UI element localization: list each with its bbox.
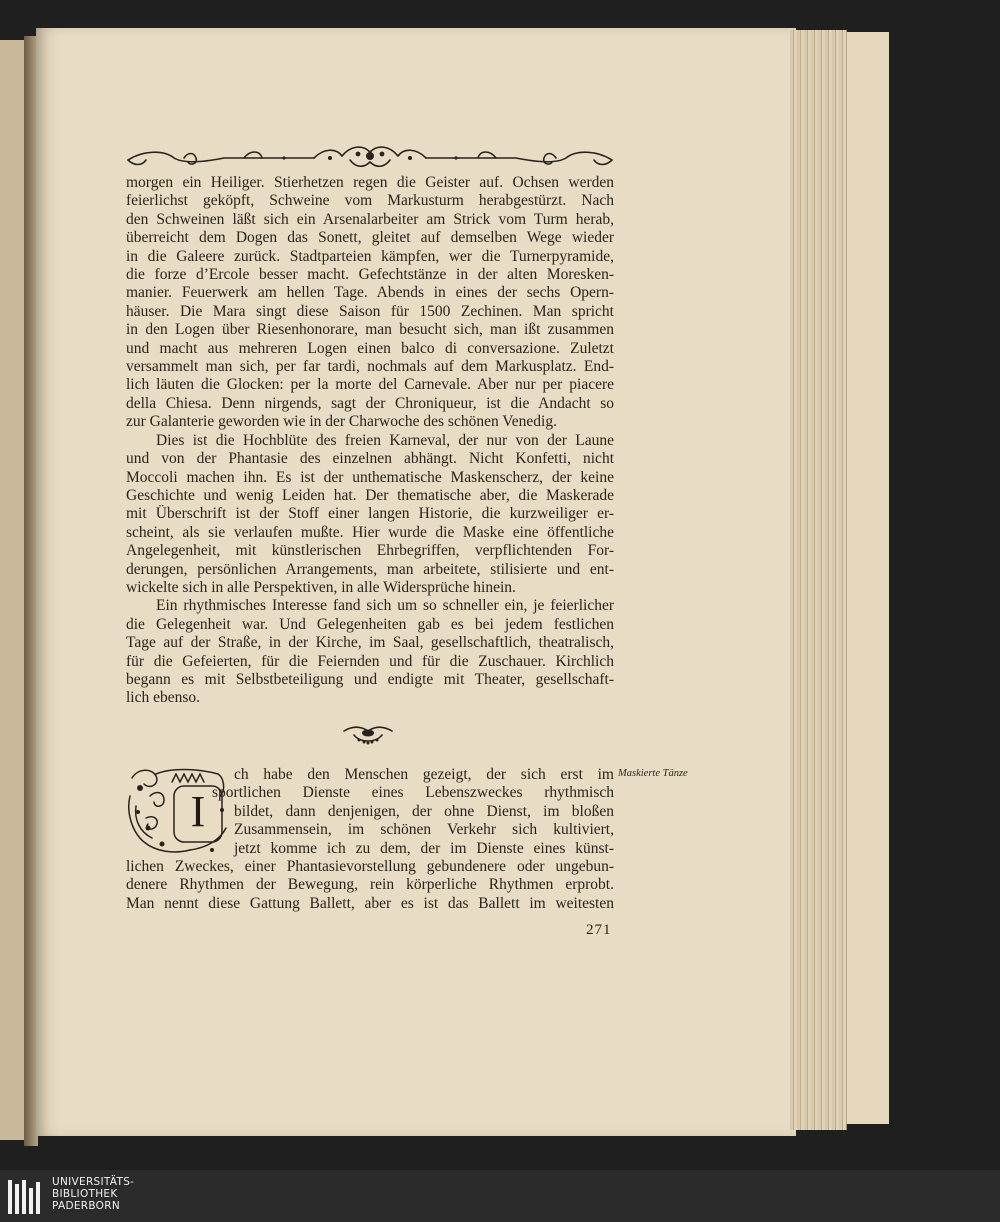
page-edges [790, 30, 847, 1130]
text-line: lichen Zweckes, einer Phantasievorstellung gebundenere oder ungebun- [126, 858, 614, 875]
headpiece-ornament [124, 142, 616, 172]
text-line: Ein rhythmisches Interesse fand sich um so schneller ein, je feierlicher [156, 597, 614, 615]
text-line: Angelegenheit, mit künstlerischen Ehrbegriffen, verpflichtenden For- [126, 542, 614, 560]
text-line: denere Rhythmen der Bewegung, rein körperliche Rhythmen erprobt. [126, 876, 614, 894]
text-line: die forze d’Ercole besser macht. Gefechtstänze in der alten Moresken- [126, 266, 614, 284]
text-line: wickelte sich in alle Perspektiven, in alle Widersprüche hinein. [126, 578, 516, 596]
text-line: Tage auf der Straße, in der Kirche, im Saal, gesellschaftlich, theatralisch, [126, 634, 614, 652]
text-line: in die Galeere zurück. Stadtparteien kämpfen, wer die Turnerpyramide, [126, 247, 614, 265]
text-line: della Chiesa. Denn nirgends, sagt der Chroniqueur, ist die Andacht so [126, 394, 614, 412]
text-line: scheint, als sie verlaufen mußte. Hier wurde die Maske eine öffentliche [126, 523, 614, 541]
logo-line: UNIVERSITÄTS- [52, 1176, 135, 1188]
text-line: jetzt komme ich zu dem, der im Dienste eines künst- [234, 839, 614, 857]
text-line: morgen ein Heiliger. Stierhetzen regen die Geister auf. Ochsen werden [126, 174, 614, 191]
text-line: für die Gefeierten, für die Feiernden und für die Zuschauer. Kirchlich [126, 652, 614, 670]
text-line: Man nennt diese Gattung Ballett, aber es ist das Ballett im weitesten [126, 894, 614, 912]
text-line: mit Überschrift ist der Stoff einer langen Historie, die kurzweiliger er- [126, 505, 614, 523]
marginal-note: Maskierte Tänze [618, 768, 688, 779]
library-logo-text [52, 1176, 134, 1212]
text-line: versammelt man sich, per far tardi, nochmals auf dem Markusplatz. End- [126, 358, 614, 376]
logo-line: BIBLIOTHEK [52, 1188, 118, 1200]
text-line: ch habe den Menschen gezeigt, der sich erst im [234, 766, 614, 783]
decorated-initial [126, 766, 230, 858]
text-line: bildet, dann denjenigen, der ohne Dienst, im bloßen [234, 802, 614, 820]
text-line: feierlichst geköpft, Schweine vom Markusturm herabgestürzt. Nach [126, 192, 614, 210]
initial-letter: I [190, 787, 206, 836]
text-line: überreicht dem Dogen das Sonett, gleitet auf demselben Wege wieder [126, 229, 614, 247]
text-line: Dies ist die Hochblüte des freien Karneval, der nur von der Laune [156, 431, 614, 449]
text-line: lich ebenso. [126, 689, 201, 707]
text-line: und macht aus mehreren Logen einen balco di conversazione. Zuletzt [126, 339, 614, 357]
text-line: lich läuten die Glocken: per la morte del Carnevale. Aber nur per piacere [126, 376, 614, 394]
body-text [126, 174, 614, 708]
text-line: Zusammensein, im schönen Verkehr sich kultiviert, [234, 821, 614, 839]
text-line: in den Logen über Riesenhonorare, man besucht sich, man ißt zusammen [126, 321, 614, 339]
left-page-edge [0, 40, 26, 1140]
paragraph-3 [126, 597, 614, 707]
text-line: derungen, persönlichen Arrangements, man arbeitete, stilisierte und ent- [126, 560, 614, 578]
text-line: häuser. Die Mara singt diese Saison für 1500 Zechinen. Man spricht [126, 302, 614, 320]
paragraph-2 [126, 432, 614, 598]
text-line: manier. Feuerwerk am hellen Tage. Abends in eines der sechs Opern- [126, 284, 614, 302]
paragraph-1 [126, 174, 614, 432]
text-line: zur Galanterie geworden wie in der Charwoche des schönen Venedig. [126, 413, 557, 431]
book-cover-board [846, 32, 889, 1124]
page-number: 271 [586, 922, 612, 938]
vignette-ornament [340, 722, 396, 748]
text-line: Geschichte und wenig Leiden hat. Der thematische aber, die Maskerade [126, 486, 614, 504]
text-line: den Schweinen läßt sich ein Arsenalarbeiter am Strick vom Turm herab, [126, 210, 614, 228]
text-line: sportlichen Dienste eines Lebenszweckes rhythmisch [212, 784, 614, 802]
text-line: Moccoli machen ihn. Es ist der unthematische Maskenscherz, der keine [126, 468, 614, 486]
library-logo-icon [6, 1178, 46, 1218]
text-line: begann es mit Selbstbeteiligung und endigte mit Theater, gesellschaft- [126, 670, 614, 688]
text-line: die Gelegenheit war. Und Gelegenheiten gab es bei jedem festlichen [126, 615, 614, 633]
text-line: und von der Phantasie des einzelnen abhängt. Nicht Konfetti, nicht [126, 450, 614, 468]
logo-line: PADERBORN [52, 1200, 120, 1212]
library-footer [0, 1170, 1000, 1220]
